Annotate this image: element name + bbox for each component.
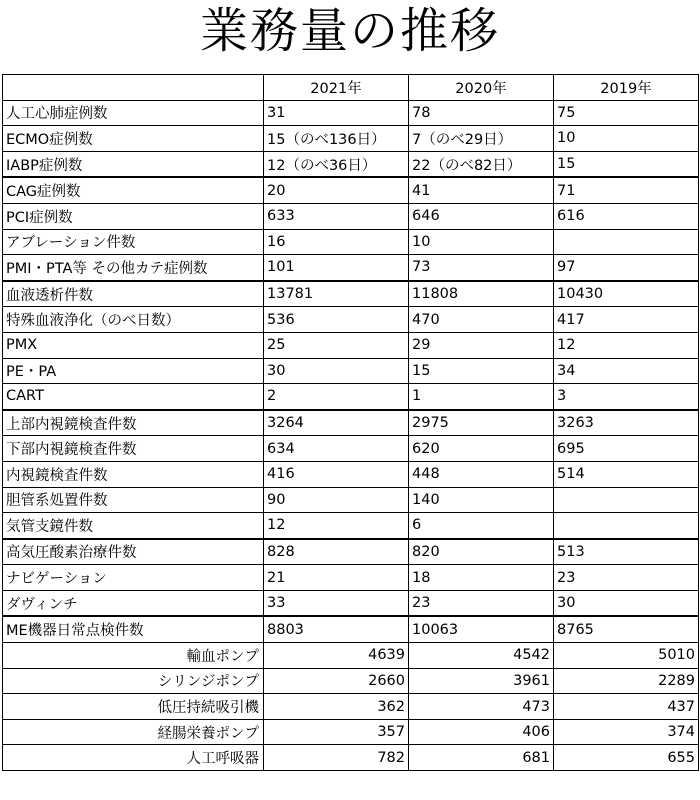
value-cell-2021: 20 [264,177,409,203]
value-cell-2021: 16 [264,229,409,255]
value-cell-2020: 820 [409,539,554,565]
value-cell-2020: 22（のべ82日） [409,151,554,177]
table-row [3,203,699,229]
table-row [3,151,699,177]
row-label-cell: ナビゲーション [3,565,264,591]
row-label-cell: ECMO症例数 [3,126,264,152]
value-cell-2020: 620 [409,436,554,462]
value-cell-2021: 101 [264,255,409,281]
value-cell-2019: 75 [554,100,699,126]
table-row [3,745,699,771]
value-cell-2021: 31 [264,100,409,126]
table-row [3,332,699,358]
value-cell-2020: 470 [409,307,554,333]
value-cell-2019 [554,487,699,513]
row-label-cell: PE・PA [3,358,264,384]
table-row [3,590,699,616]
table-row [3,384,699,410]
row-label-cell: 内視鏡検査件数 [3,461,264,487]
value-cell-2020: 11808 [409,281,554,307]
table-row [3,616,699,642]
value-cell-2020: 6 [409,513,554,539]
row-label-cell: 気管支鏡件数 [3,513,264,539]
row-label-cell: CAG症例数 [3,177,264,203]
value-cell-2019: 417 [554,307,699,333]
value-cell-2020: 73 [409,255,554,281]
value-cell-2019: 374 [554,719,699,745]
value-cell-2019: 616 [554,203,699,229]
table-row [3,358,699,384]
row-label-cell: 低圧持続吸引機 [3,694,264,720]
table-row [3,668,699,694]
value-cell-2019 [554,229,699,255]
value-cell-2020: 7（のべ29日） [409,126,554,152]
value-cell-2019: 2289 [554,668,699,694]
value-cell-2021: 416 [264,461,409,487]
header-cell-2021: 2021年 [264,75,409,101]
table-row [3,539,699,565]
value-cell-2021: 25 [264,332,409,358]
value-cell-2020: 646 [409,203,554,229]
value-cell-2020: 4542 [409,643,554,669]
table-row [3,177,699,203]
table-row [3,255,699,281]
row-label-cell: PCI症例数 [3,203,264,229]
value-cell-2019: 23 [554,565,699,591]
row-label-cell: PMI・PTA等 その他カテ症例数 [3,255,264,281]
table-header-row [3,75,699,101]
value-cell-2020: 10063 [409,616,554,642]
row-label-cell: アブレーション件数 [3,229,264,255]
value-cell-2019: 30 [554,590,699,616]
value-cell-2021: 357 [264,719,409,745]
value-cell-2021: 3264 [264,410,409,436]
value-cell-2019: 71 [554,177,699,203]
header-cell-2019: 2019年 [554,75,699,101]
table-row [3,719,699,745]
value-cell-2019: 655 [554,745,699,771]
header-cell-label [3,75,264,101]
table-row [3,126,699,152]
row-label-cell: 特殊血液浄化（のべ日数） [3,307,264,333]
value-cell-2021: 362 [264,694,409,720]
value-cell-2019: 34 [554,358,699,384]
value-cell-2019: 15 [554,151,699,177]
table-row [3,643,699,669]
value-cell-2019: 695 [554,436,699,462]
workload-table [2,74,699,771]
value-cell-2020: 1 [409,384,554,410]
value-cell-2021: 536 [264,307,409,333]
value-cell-2020: 10 [409,229,554,255]
value-cell-2021: 33 [264,590,409,616]
value-cell-2019: 437 [554,694,699,720]
value-cell-2019: 3 [554,384,699,410]
value-cell-2020: 41 [409,177,554,203]
row-label-cell: 上部内視鏡検査件数 [3,410,264,436]
row-label-cell: ダヴィンチ [3,590,264,616]
table-row [3,229,699,255]
value-cell-2020: 3961 [409,668,554,694]
row-label-cell: 輸血ポンプ [3,643,264,669]
row-label-cell: 人工呼吸器 [3,745,264,771]
value-cell-2021: 782 [264,745,409,771]
value-cell-2019: 10 [554,126,699,152]
row-label-cell: IABP症例数 [3,151,264,177]
value-cell-2020: 2975 [409,410,554,436]
value-cell-2021: 15（のべ136日） [264,126,409,152]
table-row [3,513,699,539]
table-row [3,565,699,591]
table-row [3,100,699,126]
value-cell-2019 [554,513,699,539]
value-cell-2020: 448 [409,461,554,487]
value-cell-2019: 514 [554,461,699,487]
value-cell-2021: 13781 [264,281,409,307]
value-cell-2021: 30 [264,358,409,384]
value-cell-2021: 828 [264,539,409,565]
value-cell-2021: 12 [264,513,409,539]
value-cell-2020: 18 [409,565,554,591]
row-label-cell: 経腸栄養ポンプ [3,719,264,745]
value-cell-2020: 15 [409,358,554,384]
table-row [3,281,699,307]
row-label-cell: 下部内視鏡検査件数 [3,436,264,462]
value-cell-2019: 5010 [554,643,699,669]
value-cell-2021: 4639 [264,643,409,669]
row-label-cell: CART [3,384,264,410]
table-row [3,307,699,333]
row-label-cell: ME機器日常点検件数 [3,616,264,642]
value-cell-2020: 473 [409,694,554,720]
value-cell-2021: 90 [264,487,409,513]
value-cell-2021: 12（のべ36日） [264,151,409,177]
table-row [3,694,699,720]
row-label-cell: 高気圧酸素治療件数 [3,539,264,565]
value-cell-2020: 29 [409,332,554,358]
table-row [3,461,699,487]
table-row [3,410,699,436]
value-cell-2019: 10430 [554,281,699,307]
value-cell-2019: 12 [554,332,699,358]
page-title: 業務量の推移 [199,3,500,59]
value-cell-2020: 23 [409,590,554,616]
value-cell-2020: 681 [409,745,554,771]
header-cell-2020: 2020年 [409,75,554,101]
row-label-cell: PMX [3,332,264,358]
value-cell-2020: 406 [409,719,554,745]
table-row [3,487,699,513]
row-label-cell: シリンジポンプ [3,668,264,694]
table-row [3,436,699,462]
value-cell-2019: 8765 [554,616,699,642]
value-cell-2021: 2660 [264,668,409,694]
value-cell-2021: 8803 [264,616,409,642]
value-cell-2021: 634 [264,436,409,462]
row-label-cell: 人工心肺症例数 [3,100,264,126]
value-cell-2019: 97 [554,255,699,281]
value-cell-2019: 3263 [554,410,699,436]
value-cell-2019: 513 [554,539,699,565]
value-cell-2020: 140 [409,487,554,513]
value-cell-2021: 21 [264,565,409,591]
row-label-cell: 血液透析件数 [3,281,264,307]
value-cell-2021: 633 [264,203,409,229]
value-cell-2021: 2 [264,384,409,410]
value-cell-2020: 78 [409,100,554,126]
row-label-cell: 胆管系処置件数 [3,487,264,513]
